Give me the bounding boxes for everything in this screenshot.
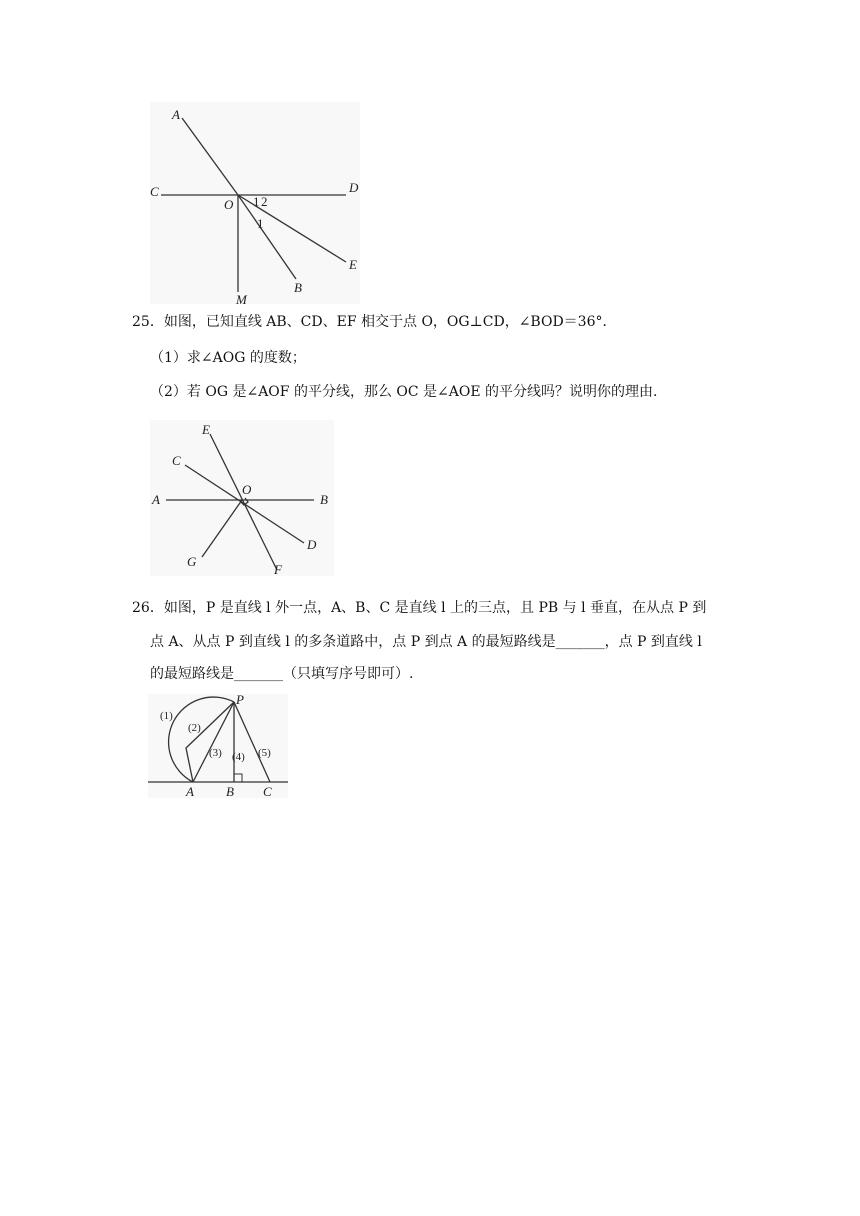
path-label-2: (2) [188, 722, 201, 734]
label-B: B [226, 784, 234, 798]
label-C: C [172, 453, 181, 468]
figure-intersecting-lines-25 [150, 420, 334, 576]
label-B: B [320, 492, 328, 507]
label-E: E [202, 422, 210, 437]
path-2 [186, 702, 234, 782]
angle-label-2: 2 [261, 194, 268, 209]
label-A: A [172, 107, 180, 122]
path-5 [234, 702, 270, 782]
figure-shortest-path-26 [148, 694, 288, 798]
line-EF [210, 434, 277, 570]
q25-stem-line [132, 312, 616, 332]
label-C: C [263, 784, 272, 798]
label-A: A [152, 492, 160, 507]
path-3 [193, 702, 234, 782]
path-1-arc [169, 697, 234, 782]
q26-line1 [132, 598, 706, 618]
label-D: D [307, 537, 317, 552]
path-label-3: (3) [209, 747, 222, 759]
q25-part1: （1）求∠AOG 的度数； [150, 350, 306, 366]
figure-angles-24 [150, 102, 360, 304]
label-B: B [294, 280, 302, 295]
q26-line2: 点 A、从点 P 到直线 l 的多条道路中，点 P 到点 A 的最短路线是_______，点 P 到直线 l [150, 634, 702, 650]
path-label-1: (1) [160, 710, 173, 722]
right-angle-mark [234, 774, 242, 782]
q25-part2: （2）若 OG 是∠AOF 的平分线，那么 OC 是∠AOE 的平分线吗？说明你的理由. [150, 384, 658, 400]
label-E: E [349, 257, 357, 272]
path-label-4: (4) [232, 751, 245, 763]
ray-OA [182, 118, 238, 195]
angle-label-1b: 1 [257, 216, 264, 231]
label-O: O [224, 197, 234, 212]
q25-number: 25． [132, 314, 164, 330]
label-C: C [150, 184, 159, 199]
q26-line3: 的最短路线是_______（只填写序号即可）. [150, 666, 414, 682]
angle-label-1a: 1 [253, 194, 260, 209]
ray-OG [202, 500, 242, 557]
q26-number: 26． [132, 600, 164, 616]
q26-text-1: 如图，P 是直线 l 外一点，A、B、C 是直线 l 上的三点，且 PB 与 l 垂直，在从点 P 到 [163, 600, 707, 616]
label-O: O [242, 482, 252, 497]
label-G: G [187, 554, 197, 569]
label-P: P [236, 694, 244, 707]
label-F: F [274, 562, 282, 576]
label-A: A [186, 784, 194, 798]
path-label-5: (5) [258, 747, 271, 759]
q25-stem: 如图，已知直线 AB、CD、EF 相交于点 O，OG⊥CD，∠BOD＝36°． [163, 314, 617, 330]
label-D: D [349, 180, 359, 195]
label-M: M [236, 292, 247, 304]
